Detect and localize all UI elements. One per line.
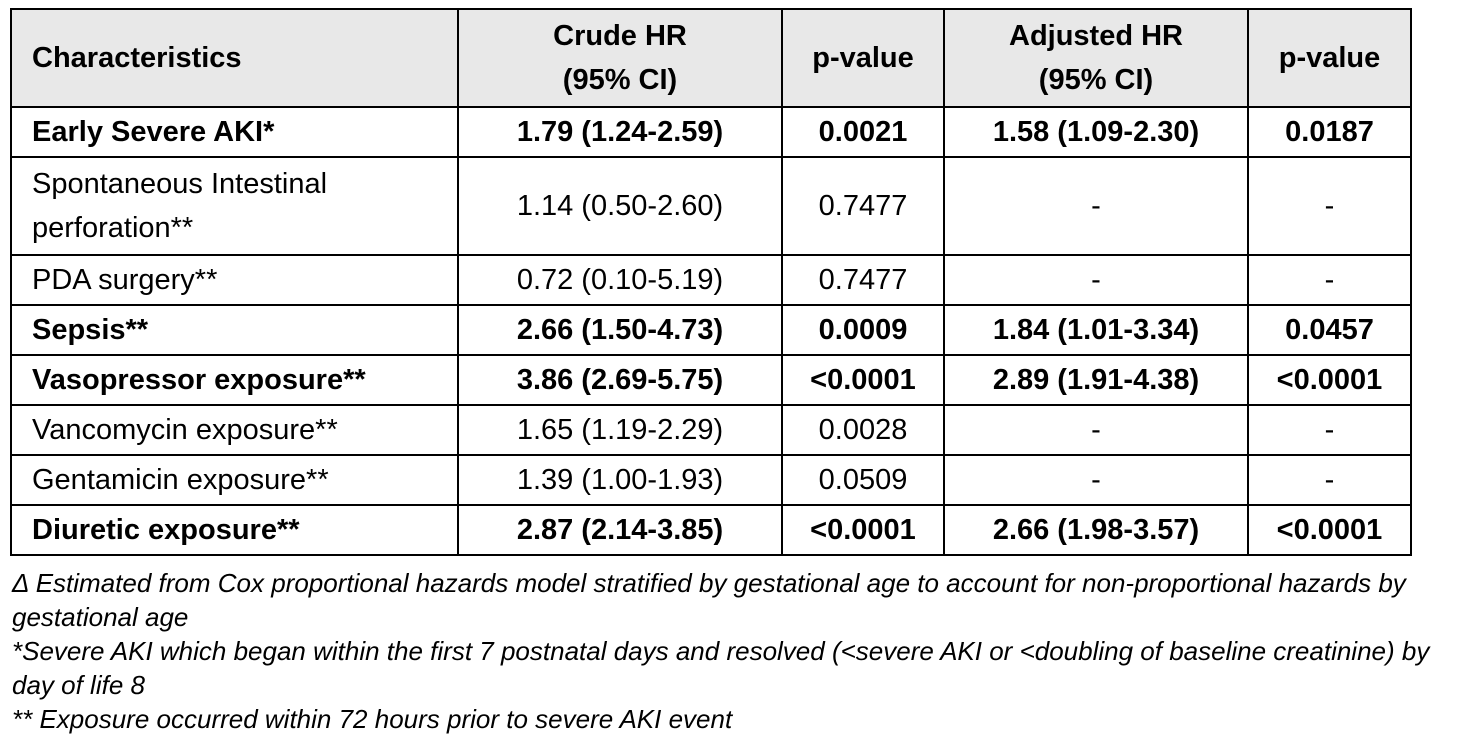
cell-crude-hr: 1.39 (1.00-1.93) xyxy=(458,455,782,505)
cell-crude-hr: 2.66 (1.50-4.73) xyxy=(458,305,782,355)
cell-crude-p: 0.0509 xyxy=(782,455,944,505)
cell-characteristic: Spontaneous Intestinal perforation** xyxy=(11,157,458,255)
cell-crude-hr: 1.79 (1.24-2.59) xyxy=(458,107,782,157)
cell-crude-hr: 2.87 (2.14-3.85) xyxy=(458,505,782,555)
cell-adjusted-hr: 2.66 (1.98-3.57) xyxy=(944,505,1248,555)
footnote-delta: Δ Estimated from Cox proportional hazards model stratified by gestational age to account for non-proportional hazards by gestational age xyxy=(12,568,1406,632)
footnote-single-star: *Severe AKI which began within the first 7 postnatal days and resolved (<severe AKI or <doubling of baseline creatinine) by day of life 8 xyxy=(12,636,1430,700)
table-row xyxy=(11,107,1411,157)
table-row xyxy=(11,305,1411,355)
cell-crude-hr: 0.72 (0.10-5.19) xyxy=(458,255,782,305)
cell-characteristic: Vasopressor exposure** xyxy=(11,355,458,405)
header-crude-hr-line2: (95% CI) xyxy=(562,64,678,96)
cell-adjusted-p: - xyxy=(1248,255,1411,305)
table-row xyxy=(11,455,1411,505)
cell-characteristic: Vancomycin exposure** xyxy=(11,405,458,455)
cell-crude-p: <0.0001 xyxy=(782,355,944,405)
header-adjusted-p-value: p-value xyxy=(1248,9,1411,107)
cell-crude-p: 0.7477 xyxy=(782,157,944,255)
cell-crude-p: 0.0028 xyxy=(782,405,944,455)
cell-characteristic: Early Severe AKI* xyxy=(11,107,458,157)
cell-crude-p: 0.0009 xyxy=(782,305,944,355)
cell-crude-hr: 1.65 (1.19-2.29) xyxy=(458,405,782,455)
cell-adjusted-p: 0.0457 xyxy=(1248,305,1411,355)
cell-characteristic: Gentamicin exposure** xyxy=(11,455,458,505)
cell-characteristic: PDA surgery** xyxy=(11,255,458,305)
cell-crude-hr: 1.14 (0.50-2.60) xyxy=(458,157,782,255)
header-row xyxy=(11,9,1411,107)
cell-crude-p: 0.0021 xyxy=(782,107,944,157)
header-crude-hr xyxy=(458,9,782,107)
table-row xyxy=(11,505,1411,555)
hazard-ratio-table xyxy=(10,8,1412,556)
header-adjusted-hr xyxy=(944,9,1248,107)
cell-adjusted-p: <0.0001 xyxy=(1248,355,1411,405)
header-crude-hr-line1: Crude HR xyxy=(553,20,687,52)
cell-adjusted-p: - xyxy=(1248,157,1411,255)
cell-adjusted-hr: - xyxy=(944,255,1248,305)
header-adjusted-hr-line1: Adjusted HR xyxy=(1009,20,1183,52)
cell-adjusted-hr: - xyxy=(944,455,1248,505)
cell-adjusted-hr: 2.89 (1.91-4.38) xyxy=(944,355,1248,405)
cell-crude-hr: 3.86 (2.69-5.75) xyxy=(458,355,782,405)
cell-characteristic: Sepsis** xyxy=(11,305,458,355)
table-row xyxy=(11,157,1411,255)
cell-crude-p: 0.7477 xyxy=(782,255,944,305)
header-characteristics: Characteristics xyxy=(11,9,458,107)
cell-adjusted-p: <0.0001 xyxy=(1248,505,1411,555)
cell-adjusted-hr: 1.58 (1.09-2.30) xyxy=(944,107,1248,157)
cell-crude-p: <0.0001 xyxy=(782,505,944,555)
cell-adjusted-hr: - xyxy=(944,157,1248,255)
table-row xyxy=(11,405,1411,455)
cell-adjusted-p: 0.0187 xyxy=(1248,107,1411,157)
header-crude-p-value: p-value xyxy=(782,9,944,107)
table-footnotes xyxy=(12,566,1462,736)
footnote-double-star: ** Exposure occurred within 72 hours prior to severe AKI event xyxy=(12,704,733,734)
table-row xyxy=(11,355,1411,405)
cell-adjusted-hr: - xyxy=(944,405,1248,455)
cell-adjusted-p: - xyxy=(1248,455,1411,505)
table-row xyxy=(11,255,1411,305)
cell-characteristic: Diuretic exposure** xyxy=(11,505,458,555)
header-adjusted-hr-line2: (95% CI) xyxy=(1038,64,1154,96)
cell-adjusted-hr: 1.84 (1.01-3.34) xyxy=(944,305,1248,355)
cell-adjusted-p: - xyxy=(1248,405,1411,455)
